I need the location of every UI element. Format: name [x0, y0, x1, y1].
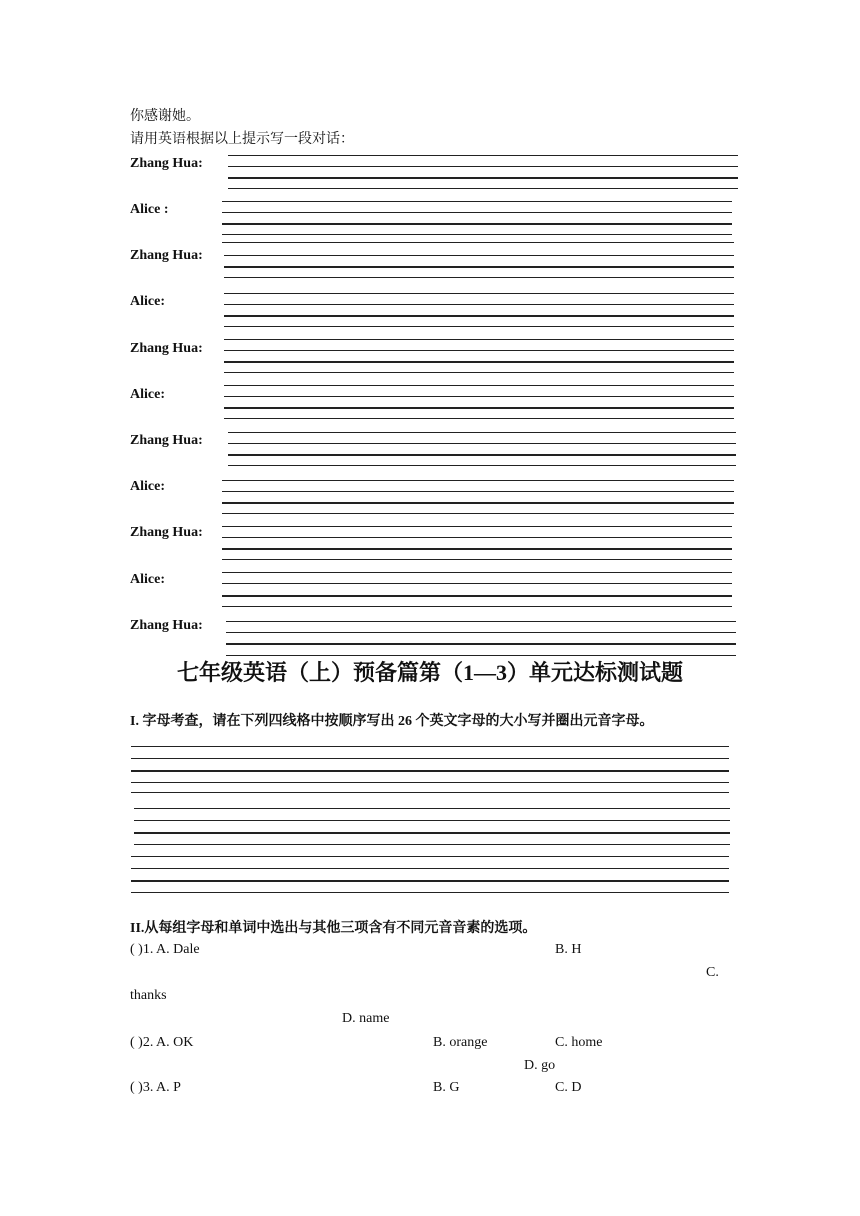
writing-line [224, 361, 734, 363]
writing-line [224, 266, 734, 268]
speaker-label: Alice : [130, 202, 169, 217]
speaker-label: Zhang Hua: [130, 248, 203, 263]
writing-line [224, 407, 734, 409]
writing-line [222, 242, 734, 243]
speaker-label: Zhang Hua: [130, 341, 203, 356]
writing-line [222, 572, 732, 573]
question-3-option-c: C. D [555, 1080, 582, 1095]
writing-line [222, 212, 732, 213]
question-1-option-d: D. name [342, 1011, 390, 1026]
section-1-instruction: I. 字母考查，请在下列四线格中按顺序写出 26 个英文字母的大小写并圈出元音字母。 [130, 714, 654, 729]
question-2-option-d: D. go [524, 1058, 556, 1073]
writing-line [134, 820, 730, 821]
question-3-option-b: B. G [433, 1080, 460, 1095]
writing-line [131, 892, 729, 893]
writing-line [131, 746, 729, 747]
writing-line [131, 770, 729, 772]
writing-line [222, 559, 732, 560]
question-2-option-b: B. orange [433, 1035, 488, 1050]
speaker-label: Alice: [130, 572, 165, 587]
speaker-label: Zhang Hua: [130, 525, 203, 540]
writing-line [134, 808, 730, 809]
writing-line [222, 606, 732, 607]
writing-line [228, 443, 736, 444]
speaker-label: Alice: [130, 479, 165, 494]
writing-line [228, 155, 738, 156]
writing-line [131, 792, 729, 793]
writing-line [222, 583, 732, 584]
writing-line [222, 223, 732, 225]
speaker-label: Alice: [130, 294, 165, 309]
writing-line [222, 537, 732, 538]
question-1-option-c: C. [706, 965, 719, 980]
writing-line [224, 339, 734, 340]
writing-line [222, 201, 732, 202]
speaker-label: Zhang Hua: [130, 433, 203, 448]
writing-line [228, 465, 736, 466]
writing-line [224, 418, 734, 419]
writing-line [224, 372, 734, 373]
writing-line [222, 491, 734, 492]
intro-line-1: 你感谢她。 [130, 109, 200, 124]
writing-line [131, 868, 729, 869]
writing-line [131, 758, 729, 759]
writing-line [228, 454, 736, 456]
writing-line [131, 880, 729, 882]
writing-line [224, 385, 734, 386]
question-2-option-c: C. home [555, 1035, 603, 1050]
writing-line [131, 856, 729, 857]
writing-line [224, 396, 734, 397]
question-1-stem: ( )1. A. Dale [130, 942, 200, 957]
writing-line [224, 304, 734, 305]
writing-line [134, 832, 730, 834]
writing-line [134, 844, 730, 845]
writing-line [228, 177, 738, 179]
speaker-label: Alice: [130, 387, 165, 402]
writing-line [224, 255, 734, 256]
speaker-label: Zhang Hua: [130, 618, 203, 633]
writing-line [228, 188, 738, 189]
writing-line [228, 166, 738, 167]
question-1-option-c-text: thanks [130, 988, 167, 1003]
intro-line-2: 请用英语根据以上提示写一段对话： [130, 132, 354, 147]
writing-line [224, 350, 734, 351]
writing-line [222, 595, 732, 597]
writing-line [224, 277, 734, 278]
writing-line [224, 326, 734, 327]
section-2-instruction: II.从每组字母和单词中选出与其他三项含有不同元音音素的选项。 [130, 921, 537, 936]
question-3-stem: ( )3. A. P [130, 1080, 181, 1095]
speaker-label: Zhang Hua: [130, 156, 203, 171]
writing-line [224, 315, 734, 317]
writing-line [222, 234, 732, 235]
writing-line [131, 782, 729, 783]
question-1-option-b: B. H [555, 942, 582, 957]
writing-line [226, 632, 736, 633]
writing-line [228, 432, 736, 433]
writing-line [222, 548, 732, 550]
writing-line [222, 513, 734, 514]
writing-line [224, 293, 734, 294]
writing-line [222, 526, 732, 527]
question-2-stem: ( )2. A. OK [130, 1035, 194, 1050]
test-title: 七年级英语（上）预备篇第（1—3）单元达标测试题 [176, 660, 683, 685]
writing-line [226, 621, 736, 622]
writing-line [222, 502, 734, 504]
writing-line [226, 643, 736, 645]
writing-line [222, 480, 734, 481]
